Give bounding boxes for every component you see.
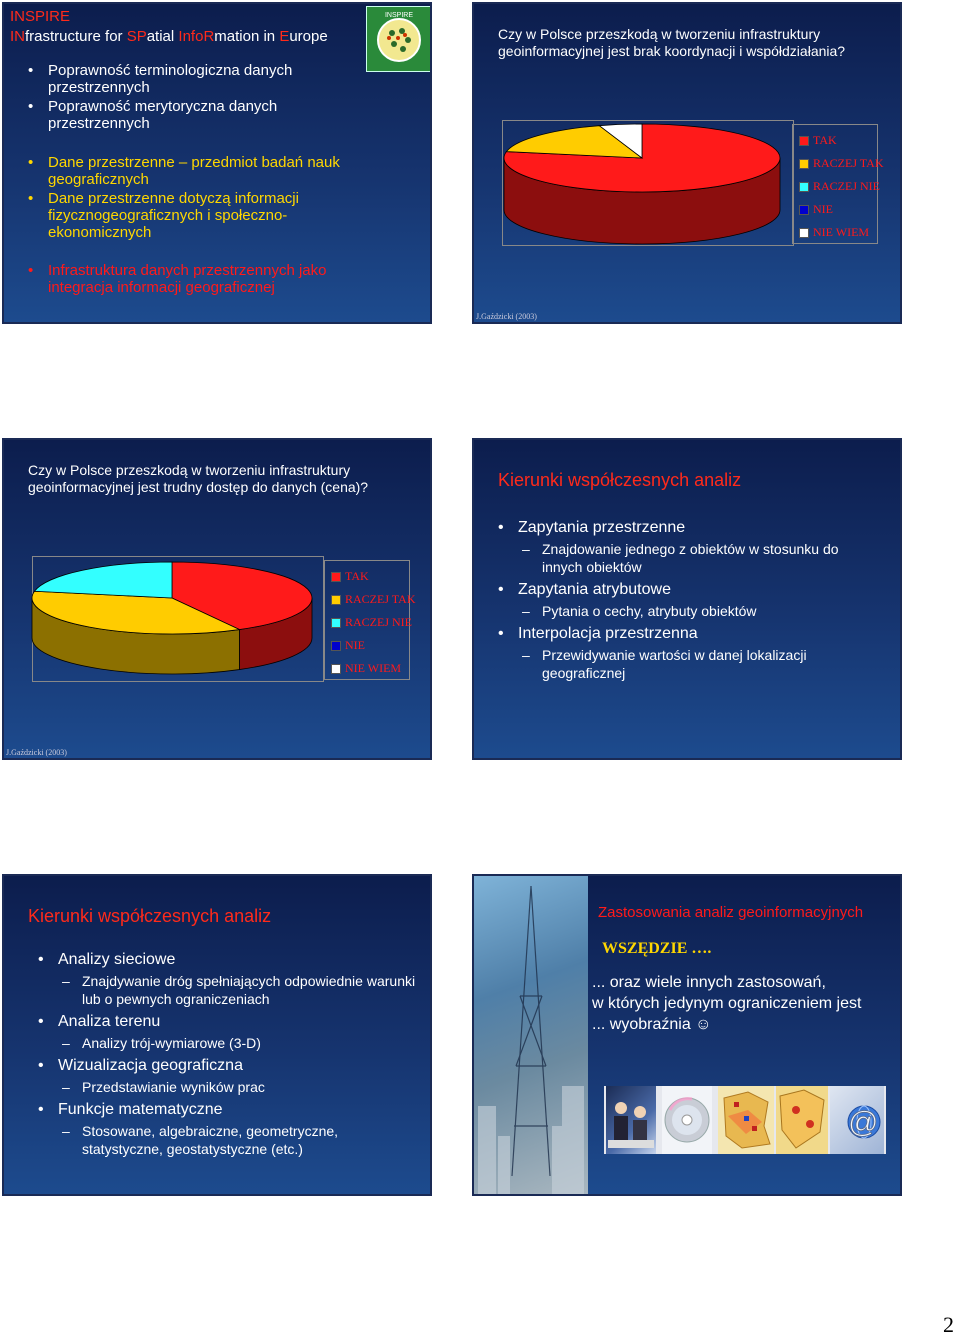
header-segment: urope (289, 28, 328, 45)
analysis-item (38, 1012, 418, 1052)
analysis-item (38, 950, 418, 1008)
header-segment: R (203, 28, 215, 45)
slide-coordination-chart (472, 2, 902, 324)
header-segment: E (279, 28, 290, 45)
page-number: 2 (943, 1312, 954, 1337)
header-segment: mation in (214, 28, 280, 45)
legend-swatch (799, 228, 809, 238)
everywhere-text: WSZĘDZIE …. (602, 940, 712, 957)
analysis-item (38, 1100, 418, 1158)
analysis-title-2: Kierunki współczesnych analiz (28, 906, 272, 926)
analysis-item-detail: – Przewidywanie wartości w danej lokalizacji geograficznej (522, 646, 878, 682)
legend-swatch (799, 182, 809, 192)
header-segment: Info (178, 28, 204, 45)
legend-label: RACZEJ TAK (813, 156, 884, 170)
legend-swatch (799, 159, 809, 169)
coordination-pie-chart (498, 114, 798, 254)
inspire-header (10, 7, 328, 47)
legend-swatch (799, 136, 809, 146)
header-line-0 (10, 7, 328, 27)
legend-item (331, 592, 416, 607)
at-sign-globe-icon (830, 1086, 884, 1154)
analysis-item-label: • Zapytania przestrzenne (518, 519, 686, 536)
map-at-image (776, 1086, 828, 1154)
office-workers-image (606, 1086, 656, 1154)
slide-analysis-directions-2 (2, 874, 432, 1196)
data-access-credit: J.Gaździcki (2003) (6, 748, 67, 757)
legend-label: NIE WIEM (813, 225, 870, 239)
data-access-legend (324, 560, 416, 680)
legend-item (799, 202, 833, 217)
analysis-item (38, 1056, 418, 1096)
infrastructure-item: • Infrastruktura danych przestrzennych jako integracja informacji geograficznej (28, 262, 388, 296)
terminology-list (28, 62, 358, 134)
legend-swatch (331, 641, 341, 651)
applications-line-2: w których jedynym ograniczeniem jest (592, 995, 862, 1012)
legend-item (331, 638, 365, 653)
geodata-item: • Dane przestrzenne – przedmiot badań nauk geograficznych (28, 154, 368, 188)
coordination-legend (792, 124, 884, 244)
geodata-item: • Dane przestrzenne dotyczą informacji fizycznogeograficznych i społeczno-ekonomicznych (28, 190, 368, 241)
analysis-item-label: • Wizualizacja geograficzna (58, 1057, 243, 1074)
slide-inspire (2, 2, 432, 324)
header-segment: frastructure for (25, 28, 127, 45)
slide-data-access-chart (2, 438, 432, 760)
legend-label: NIE WIEM (345, 661, 402, 675)
analysis-item-detail: – Znajdywanie dróg spełniających odpowiednie warunki lub o pewnych ograniczeniach (62, 972, 418, 1008)
pie-slice-raczej-nie (34, 562, 172, 598)
analysis-item-detail: – Przedstawianie wyników prac (62, 1078, 418, 1096)
data-access-question: Czy w Polsce przeszkodą w tworzeniu infrastruktury geoinformacyjnej jest trudny dostęp do danych (cena)? (28, 462, 369, 495)
header-segment: atial (146, 28, 179, 45)
legend-item (331, 615, 412, 630)
analysis-item-detail: – Stosowane, algebraiczne, geometryczne, statystyczne, geostatystyczne (etc.) (62, 1122, 418, 1158)
header-segment: SP (126, 28, 147, 45)
analysis-item (498, 518, 878, 576)
svg-text:INSPIRE: INSPIRE (384, 12, 414, 19)
analysis-title-1: Kierunki współczesnych analiz (498, 470, 742, 490)
header-segment: INSPIRE (10, 8, 71, 25)
applications-text (592, 972, 902, 1035)
legend-item (799, 156, 884, 171)
legend-label: TAK (813, 133, 837, 147)
coordination-credit: J.Gaździcki (2003) (476, 312, 537, 321)
map-image (718, 1086, 774, 1154)
city-tower-image (474, 876, 588, 1194)
analysis-item-label: • Analizy sieciowe (58, 951, 176, 968)
applications-line-1: ... oraz wiele innych zastosowań, (592, 974, 826, 991)
email-globe-image (830, 1086, 884, 1154)
legend-label: NIE (813, 202, 833, 216)
analysis-item (498, 580, 878, 620)
inspire-logo (366, 6, 432, 72)
legend-item (799, 225, 869, 240)
header-line-1 (10, 27, 328, 47)
legend-swatch (331, 664, 341, 674)
legend-swatch (331, 618, 341, 628)
cd-disc-image (662, 1086, 712, 1154)
analysis-item-detail: – Pytania o cechy, atrybuty obiektów (522, 602, 878, 620)
legend-swatch (799, 205, 809, 215)
cd-icon (662, 1086, 712, 1154)
analysis-item-label: • Interpolacja przestrzenna (518, 625, 698, 642)
data-access-pie-chart (28, 550, 328, 690)
analysis-item-label: • Zapytania atrybutowe (518, 581, 671, 598)
svg-text:@: @ (848, 1106, 879, 1139)
legend-item (799, 133, 837, 148)
terminology-item: • Poprawność merytoryczna danych przestrzennych (28, 98, 358, 132)
legend-label: RACZEJ NIE (813, 179, 880, 193)
map-icon (718, 1086, 774, 1154)
analysis-item-label: • Funkcje matematyczne (58, 1101, 223, 1118)
analysis-item-detail: – Znajdowanie jednego z obiektów w stosunku do innych obiektów (522, 540, 878, 576)
header-segment: IN (10, 28, 25, 45)
coordination-question: Czy w Polsce przeszkodą w tworzeniu infrastruktury geoinformacyjnej jest brak koordynacji i współdziałania? (498, 26, 846, 59)
legend-label: NIE (345, 638, 365, 652)
infrastructure-list (28, 262, 388, 298)
people-icon (606, 1086, 656, 1154)
applications-line-3: ... wyobraźnia ☺ (592, 1016, 712, 1033)
geodata-list (28, 154, 368, 243)
slide-applications (472, 874, 902, 1196)
analysis-list-1 (498, 518, 878, 686)
analysis-list-2 (38, 950, 418, 1162)
legend-item (331, 661, 401, 676)
legend-swatch (331, 572, 341, 582)
inspire-logo-icon (367, 7, 431, 71)
applications-title: Zastosowania analiz geoinformacyjnych (598, 904, 864, 921)
legend-label: RACZEJ NIE (345, 615, 412, 629)
region-map-icon (776, 1086, 828, 1154)
analysis-item-detail: – Analizy trój-wymiarowe (3-D) (62, 1034, 418, 1052)
tower-icon (474, 876, 588, 1194)
terminology-item: • Poprawność terminologiczna danych przestrzennych (28, 62, 358, 96)
slide-analysis-directions-1 (472, 438, 902, 760)
legend-item (799, 179, 880, 194)
analysis-item-label: • Analiza terenu (58, 1013, 161, 1030)
legend-item (331, 569, 369, 584)
legend-label: RACZEJ TAK (345, 592, 416, 606)
legend-label: TAK (345, 569, 369, 583)
analysis-item (498, 624, 878, 682)
legend-swatch (331, 595, 341, 605)
